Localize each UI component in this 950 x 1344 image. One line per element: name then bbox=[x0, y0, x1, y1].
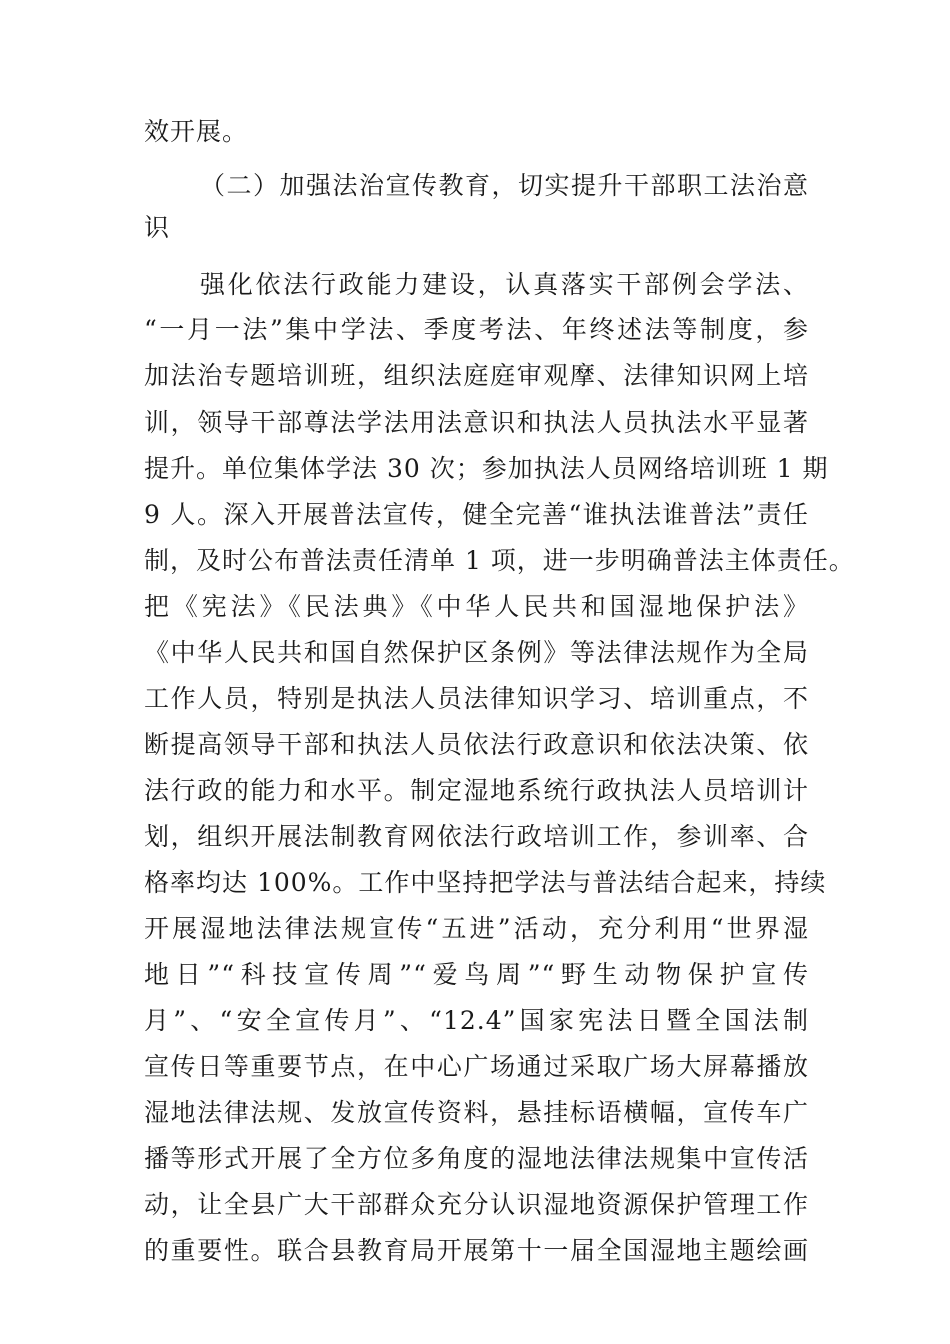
text-line: 宣传日等重要节点，在中心广场通过采取广场大屏幕播放 bbox=[144, 1052, 809, 1081]
section-heading: （二）加强法治宣传教育，切实提升干部职工法治意 bbox=[200, 171, 809, 200]
text-line: 训，领导干部尊法学法用法意识和执法人员执法水平显著 bbox=[144, 408, 809, 437]
text-line: 格率均达 100%。工作中坚持把学法与普法结合起来，持续 bbox=[144, 868, 827, 897]
text-line: 《中华人民共和国自然保护区条例》等法律法规作为全局 bbox=[144, 638, 809, 667]
text-line: 开展湿地法律法规宣传“五进”活动，充分利用“世界湿 bbox=[144, 914, 809, 943]
text-line: 月”、“安全宣传月”、“12.4”国家宪法日暨全国法制 bbox=[144, 1006, 809, 1035]
text-line: 动，让全县广大干部群众充分认识湿地资源保护管理工作 bbox=[144, 1190, 809, 1219]
text-line: 断提高领导干部和执法人员依法行政意识和依法决策、依 bbox=[144, 730, 809, 759]
text-line: 播等形式开展了全方位多角度的湿地法律法规集中宣传活 bbox=[144, 1144, 809, 1173]
text-line: 提升。单位集体学法 30 次；参加执法人员网络培训班 1 期 bbox=[144, 454, 829, 483]
text-line: 湿地法律法规、发放宣传资料，悬挂标语横幅，宣传车广 bbox=[144, 1098, 809, 1127]
text-line: 工作人员，特别是执法人员法律知识学习、培训重点，不 bbox=[144, 684, 809, 713]
text-line: “一月一法”集中学法、季度考法、年终述法等制度，参 bbox=[144, 315, 809, 344]
text-line: 效开展。 bbox=[144, 117, 249, 146]
text-line: 9 人。深入开展普法宣传，健全完善“谁执法谁普法”责任 bbox=[144, 500, 809, 529]
text-line: 制，及时公布普法责任清单 1 项，进一步明确普法主体责任。 bbox=[144, 546, 855, 575]
text-line: 法行政的能力和水平。制定湿地系统行政执法人员培训计 bbox=[144, 776, 809, 805]
text-line: 把《宪法》《民法典》《中华人民共和国湿地保护法》 bbox=[144, 592, 809, 621]
text-line: 划，组织开展法制教育网依法行政培训工作，参训率、合 bbox=[144, 822, 809, 851]
paragraph-first-line: 强化依法行政能力建设，认真落实干部例会学法、 bbox=[200, 270, 809, 299]
section-heading-continued: 识 bbox=[144, 213, 171, 242]
text-line: 地日”“科技宣传周”“爱鸟周”“野生动物保护宣传 bbox=[144, 960, 809, 989]
text-line: 的重要性。联合县教育局开展第十一届全国湿地主题绘画 bbox=[144, 1236, 809, 1265]
text-line: 加法治专题培训班，组织法庭庭审观摩、法律知识网上培 bbox=[144, 361, 809, 390]
